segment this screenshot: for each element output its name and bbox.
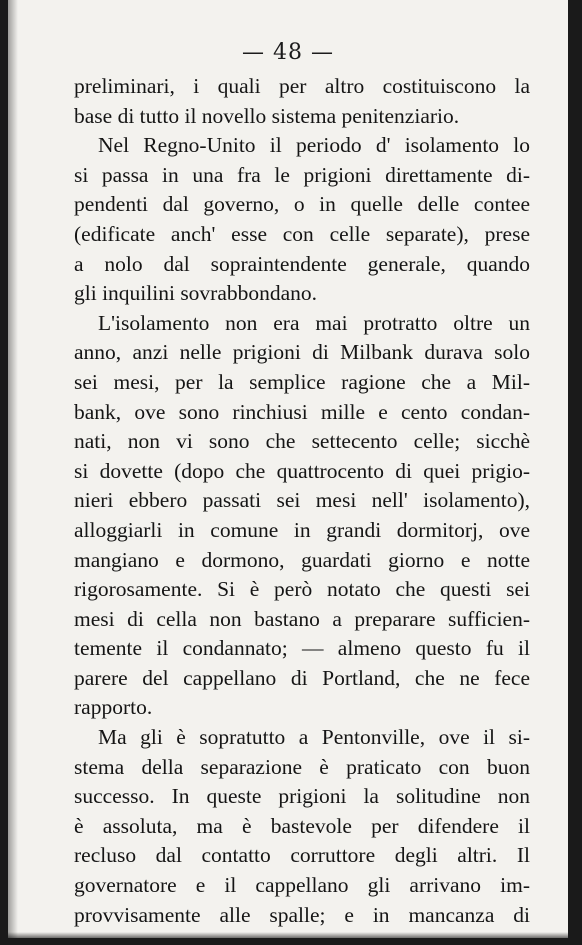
text-line: mesi di cella non bastano a preparare sufficien-	[74, 606, 530, 631]
text-line: stema della separazione è praticato con buon	[74, 754, 530, 779]
text-line: Ma gli è sopratutto a Pentonville, ove il si-	[98, 725, 530, 750]
text-line: rapporto.	[74, 695, 153, 720]
text-line: provvisamente alle spalle; e in mancanza di	[74, 902, 530, 927]
text-line: (edificate anch' esse con celle separate), prese	[74, 221, 530, 246]
book-page	[8, 0, 568, 938]
text-line: Nel Regno-Unito il periodo d' isolamento lo	[98, 133, 530, 158]
text-line: base di tutto il novello sistema penitenziario.	[74, 103, 460, 128]
text-line: bank, ove sono rinchiusi mille e cento condan-	[74, 399, 530, 424]
text-line: temente il condannato; — almeno questo fu il	[74, 636, 530, 661]
text-line: si dovette (dopo che quattrocento di quei prigio-	[74, 458, 530, 483]
text-line: è assoluta, ma è bastevole per difendere il	[74, 813, 530, 838]
text-line: si passa in una fra le prigioni direttamente di-	[74, 162, 530, 187]
text-line: nati, non vi sono che settecento celle; sicchè	[74, 429, 530, 454]
text-line: rigorosamente. Si è però notato che questi sei	[74, 577, 530, 602]
text-line: sei mesi, per la semplice ragione che a Mil-	[74, 369, 530, 394]
text-line: nieri ebbero passati sei mesi nell' isolamento),	[74, 488, 530, 513]
text-line: preliminari, i quali per altro costituiscono la	[74, 74, 530, 98]
page-number: — 48 —	[242, 40, 334, 65]
text-line: recluso dal contatto corruttore degli altri. Il	[74, 843, 530, 868]
text-line: successo. In queste prigioni la solitudine non	[74, 784, 530, 809]
text-line: a nolo dal sopraintendente generale, quando	[74, 251, 530, 276]
text-line: pendenti dal governo, o in quelle delle contee	[74, 192, 530, 217]
text-line: gli inquilini sovrabbondano.	[74, 281, 318, 306]
text-body	[74, 72, 530, 930]
text-line: mangiano e dormono, guardati giorno e notte	[74, 547, 530, 572]
text-line: anno, anzi nelle prigioni di Milbank durava solo	[74, 340, 530, 365]
text-line: parere del cappellano di Portland, che ne fece	[74, 665, 530, 690]
text-line: governatore e il cappellano gli arrivano im-	[74, 873, 530, 898]
text-line: alloggiarli in comune in grandi dormitorj, ove	[74, 517, 530, 542]
text-line: L'isolamento non era mai protratto oltre un	[98, 310, 530, 335]
